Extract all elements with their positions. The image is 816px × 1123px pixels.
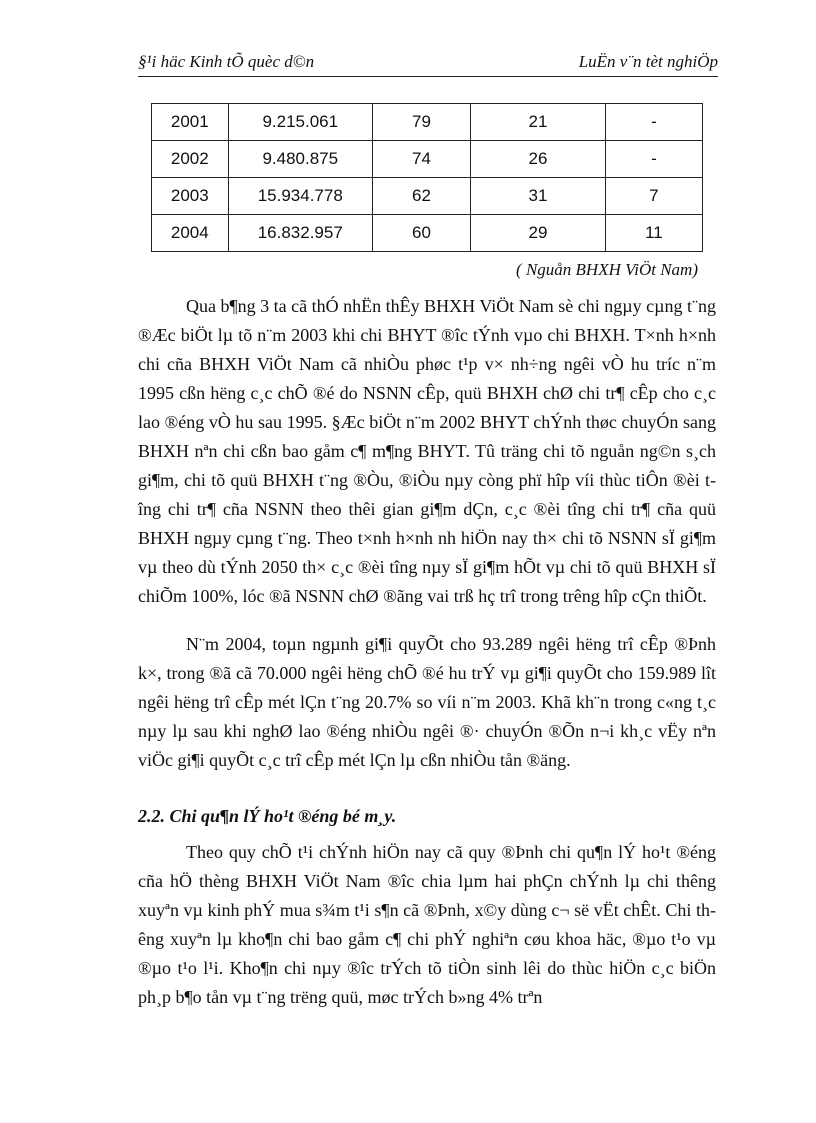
table-cell-pct-state: 74 bbox=[372, 141, 470, 178]
section-heading: 2.2. Chi qu¶n lÝ ho¹t ®éng bé m¸y. bbox=[138, 806, 397, 826]
page-header bbox=[138, 50, 718, 77]
table-cell-amount: 9.480.875 bbox=[228, 141, 372, 178]
table-cell-pct-state: 62 bbox=[372, 178, 470, 215]
table-cell-year: 2002 bbox=[152, 141, 229, 178]
table-cell-year: 2001 bbox=[152, 104, 229, 141]
table-row bbox=[152, 178, 703, 215]
table-cell-pct-health: - bbox=[605, 141, 702, 178]
table-cell-pct-fund: 26 bbox=[471, 141, 606, 178]
table-cell-year: 2004 bbox=[152, 215, 229, 252]
table-cell-pct-health: 11 bbox=[605, 215, 702, 252]
table-source-note: ( Nguån BHXH ViÖt Nam) bbox=[516, 260, 698, 279]
table-cell-pct-fund: 31 bbox=[471, 178, 606, 215]
table-cell-pct-state: 60 bbox=[372, 215, 470, 252]
statistics-table bbox=[151, 103, 703, 252]
table-cell-year: 2003 bbox=[152, 178, 229, 215]
table-row bbox=[152, 104, 703, 141]
table-cell-amount: 15.934.778 bbox=[228, 178, 372, 215]
header-university: §¹i häc Kinh tÕ quèc d©n bbox=[138, 52, 315, 71]
paragraph-management-costs: Theo quy chÕ t¹i chÝnh hiÖn nay cã quy ®Þnh chi qu¶n lÝ ho¹t ®éng cña hÖ thèng BHXH ViÖt Nam ®îc chia lµm hai phÇn chÝnh lµ chi thêng xuyªn vµ kinh phÝ mua s¾m t¹i s¶n cã ®Þnh, x©y dùng c¬ së vËt chÊt. Chi thêng xuyªn lµ kho¶n chi bao gåm c¶ chi phÝ nghiªn cøu khoa häc, ®µo t¹o vµ ®µo t¹o l¹i. Kho¶n chi nµy ®îc trÝch tõ tiÒn sinh lêi do thùc hiÖn c¸c biÖn ph¸p b¶o tån vµ t¨ng trëng quü, møc trÝch b»ng 4% trªn bbox=[138, 842, 716, 1007]
paragraph-expenditure-analysis: Qua b¶ng 3 ta cã thÓ nhËn thÊy BHXH ViÖt Nam sè chi ngµy cµng t¨ng ®Æc biÖt lµ tõ n¨m 2003 khi chi BHYT ®îc tÝnh vµo chi BHXH. T×nh h×nh chi cña BHXH ViÖt Nam cã nhiÒu phøc t¹p v× nh÷ng ngêi vÒ hu tríc n¨m 1995 cßn hëng c¸c chÕ ®é do NSNN cÊp, quü BHXH chØ chi tr¶ cÊp cho c¸c lao ®éng vÒ hu sau 1995. §Æc biÖt n¨m 2002 BHYT chÝnh thøc chuyÓn sang BHXH nªn chi cßn bao gåm c¶ m¶ng BHYT. Tû träng chi tõ nguån ng©n s¸ch gi¶m, chi tõ quü BHXH t¨ng ®Òu, ®iÒu nµy còng phï hîp víi thùc tiÔn ®èi tîng chi tr¶ cña NSNN theo thêi gian gi¶m dÇn, c¸c ®èi tîng chi tr¶ cña quü BHXH ngµy cµng t¨ng. Theo t×nh h×nh nh hiÖn nay th× chi tõ NSNN sÏ gi¶m vµ theo dù tÝnh 2050 th× c¸c ®èi tîng nµy sÏ gi¶m hÕt vµ chi tõ quü BHXH sÏ chiÕm 100%, lóc ®ã NSNN chØ ®ãng vai trß hç trî trong trêng hîp cÇn thiÕt. bbox=[138, 296, 716, 606]
table-cell-pct-state: 79 bbox=[372, 104, 470, 141]
table-cell-pct-health: 7 bbox=[605, 178, 702, 215]
table-cell-pct-fund: 21 bbox=[471, 104, 606, 141]
table-row bbox=[152, 141, 703, 178]
table-cell-pct-fund: 29 bbox=[471, 215, 606, 252]
table-cell-amount: 9.215.061 bbox=[228, 104, 372, 141]
header-thesis-label: LuËn v¨n tèt nghiÖp bbox=[578, 52, 718, 71]
table-cell-amount: 16.832.957 bbox=[228, 215, 372, 252]
table-row bbox=[152, 215, 703, 252]
table-cell-pct-health: - bbox=[605, 104, 702, 141]
paragraph-2004-results: N¨m 2004, toµn ngµnh gi¶i quyÕt cho 93.289 ngêi hëng trî cÊp ®Þnh k×, trong ®ã cã 70.000 ngêi hëng chÕ ®é hu trÝ vµ gi¶i quyÕt cho 159.989 lît ngêi hëng trî cÊp mét lÇn t¨ng 20.7% so víi n¨m 2003. Khã kh¨n trong c«ng t¸c nµy lµ sau khi nghØ lao ®éng nhiÒu ngêi ®· chuyÓn ®Õn n¬i kh¸c vËy nªn viÖc gi¶i quyÕt c¸c trî cÊp mét lÇn lµ cßn nhiÒu tån ®äng. bbox=[138, 634, 716, 770]
